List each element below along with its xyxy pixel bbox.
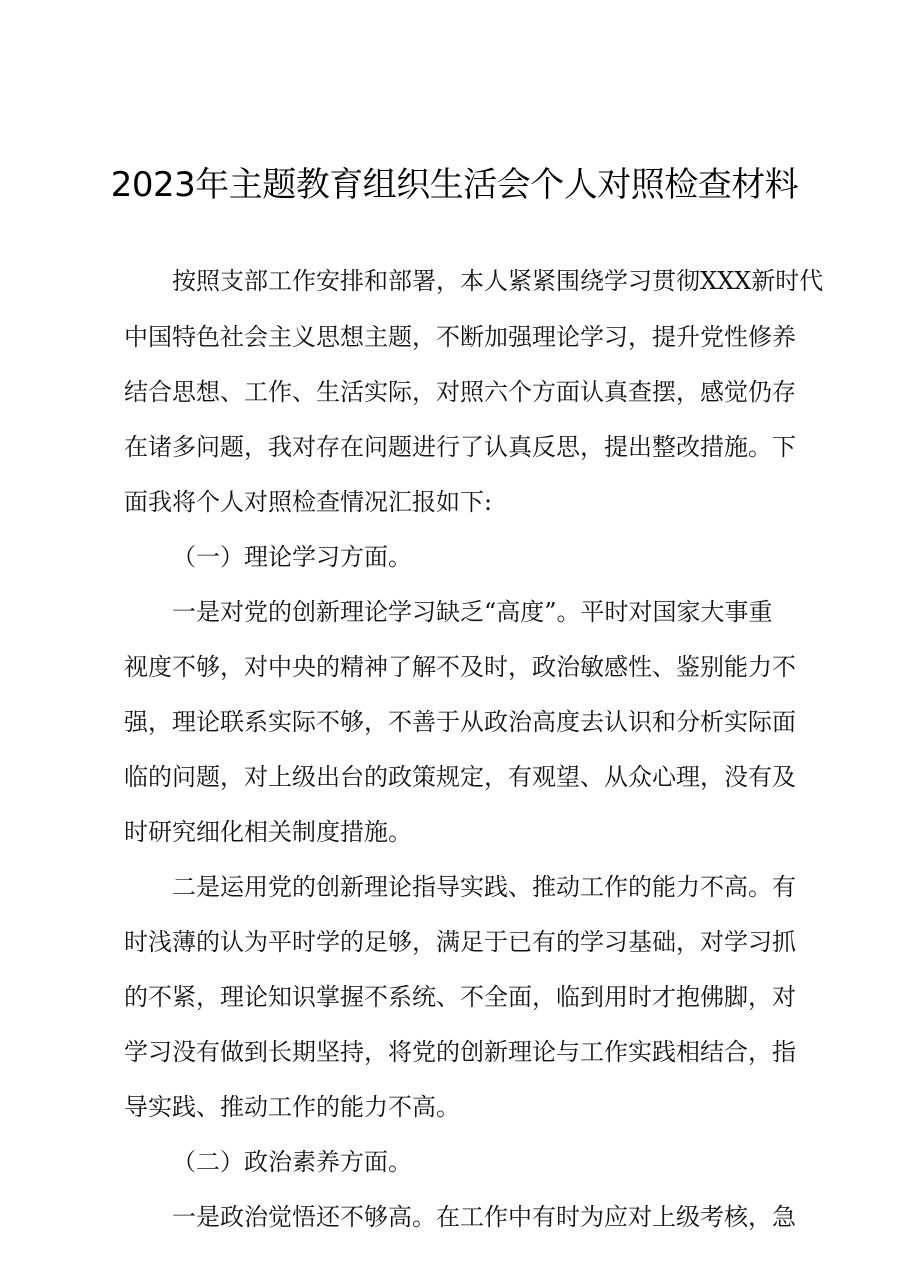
body-line-15: 学习没有做到长期坚持，将党的创新理论与工作实践相结合，指 [124,1038,796,1066]
body-line-3: 结合思想、工作、生活实际，对照六个方面认真查摆，感觉仍存 [124,378,796,406]
body-line-7: 一是对党的创新理论学习缺乏“高度”。平时对国家大事重 [172,598,773,626]
body-line-1: 按照支部工作安排和部署，本人紧紧围绕学习贯彻XXX新时代 [172,267,824,295]
body-line-2: 中国特色社会主义思想主题，不断加强理论学习，提升党性修养 [124,323,796,351]
section-heading-1: （一）理论学习方面。 [172,543,412,571]
body-line-13: 时浅薄的认为平时学的足够，满足于已有的学习基础，对学习抓 [124,928,796,956]
body-line-4: 在诸多问题，我对存在问题进行了认真反思，提出整改措施。下 [124,433,796,461]
body-line-9: 强，理论联系实际不够，不善于从政治高度去认识和分析实际面 [124,708,796,736]
body-line-10: 临的问题，对上级出台的政策规定，有观望、从众心理，没有及 [124,763,796,791]
document-title: 2023年主题教育组织生活会个人对照检查材料 [110,165,799,205]
section-heading-2: （二）政治素养方面。 [172,1148,412,1176]
body-line-16: 导实践、推动工作的能力不高。 [124,1093,460,1121]
body-line-11: 时研究细化相关制度措施。 [124,818,412,846]
body-line-5: 面我将个人对照检查情况汇报如下: [124,488,493,516]
body-line-18: 一是政治觉悟还不够高。在工作中有时为应对上级考核，急 [172,1203,796,1231]
body-line-8: 视度不够，对中央的精神了解不及时，政治敏感性、鉴别能力不 [124,653,796,681]
body-line-14: 的不紧，理论知识掌握不系统、不全面，临到用时才抱佛脚，对 [124,983,796,1011]
body-line-12: 二是运用党的创新理论指导实践、推动工作的能力不高。有 [172,873,796,901]
